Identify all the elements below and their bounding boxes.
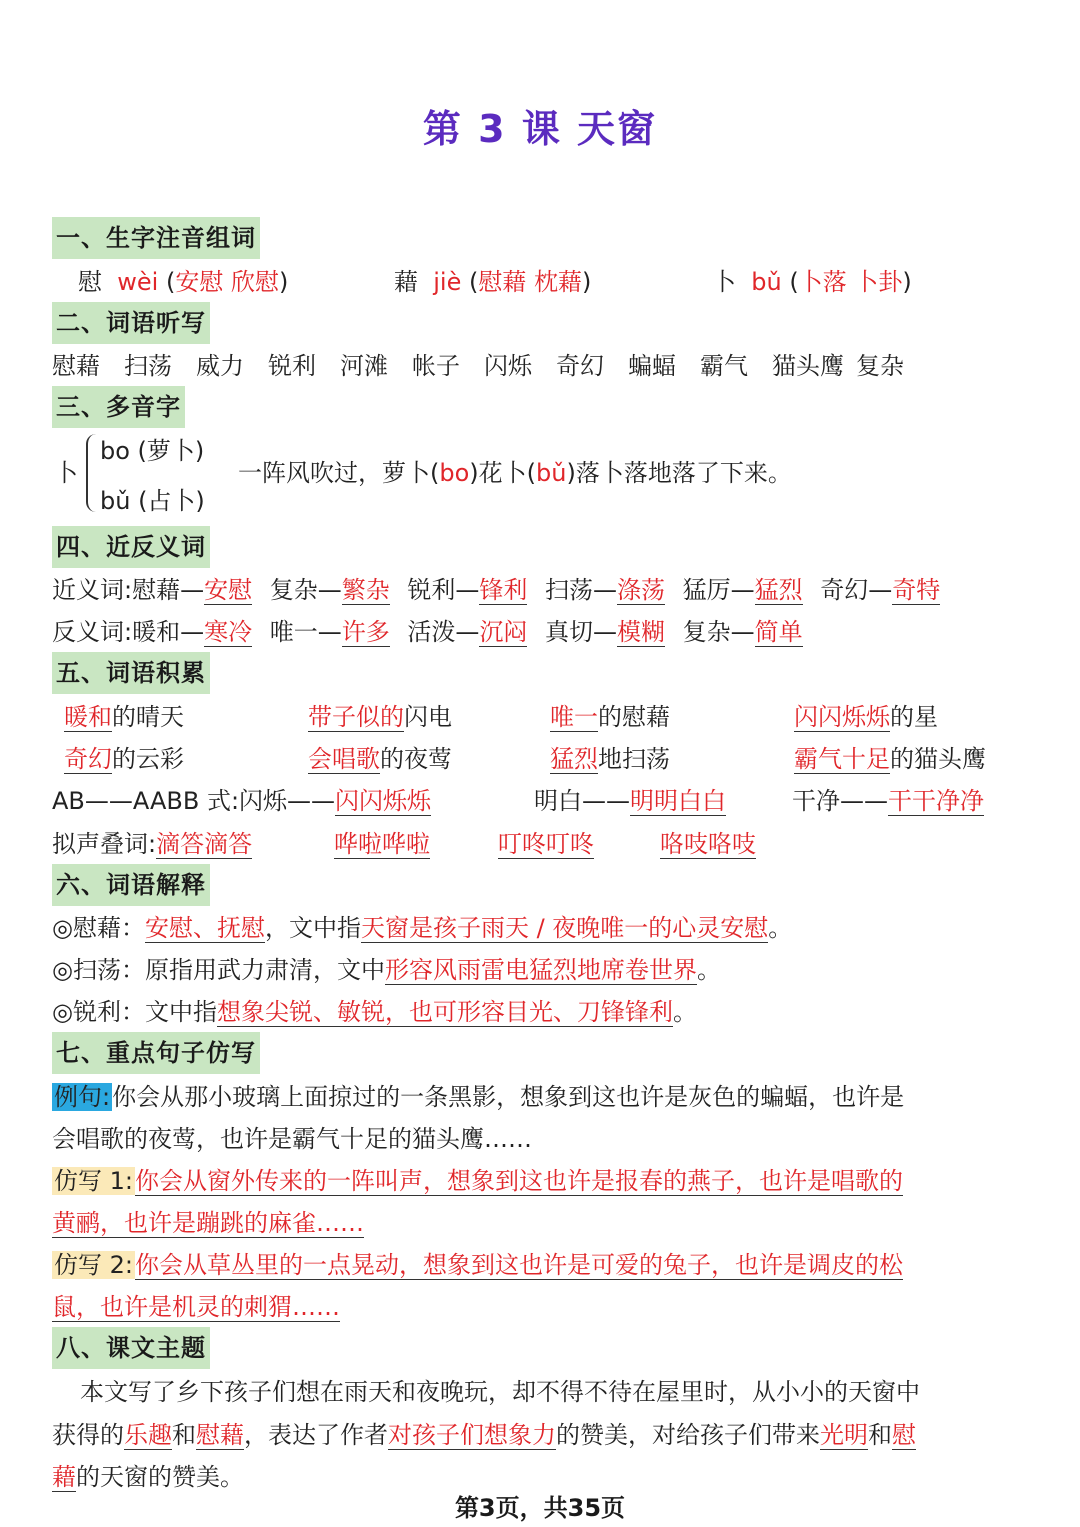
- dictation-word: 蝙蝠: [628, 352, 676, 380]
- dictation-word: 闪烁: [484, 352, 532, 380]
- section-3-header: 三、多音字: [52, 386, 185, 428]
- imitation-2-line-1: 仿写 2:你会从草丛里的一点晃动，想象到这也许是可爱的兔子，也许是调皮的松: [54, 1251, 903, 1279]
- section-2-header: 二、词语听写: [52, 302, 210, 344]
- synonym-answer: 繁杂: [341, 576, 390, 604]
- char: 卜: [712, 268, 736, 296]
- section-1-header: 一、生字注音组词: [52, 217, 260, 259]
- phrase: 会唱歌的夜莺: [308, 745, 452, 773]
- char-entry-2: 藉 jiè (慰藉 枕藉): [394, 268, 592, 296]
- polyphone-reading-1: bo (萝卜): [100, 437, 205, 465]
- synonym-answer: 涤荡: [617, 576, 666, 604]
- definition-1: ◎慰藉：安慰、抚慰，文中指天窗是孩子雨天 / 夜晚唯一的心灵安慰。: [52, 914, 793, 942]
- dictation-word: 扫荡: [124, 352, 172, 380]
- dictation-row: [52, 349, 904, 383]
- word: 卜卦: [854, 268, 903, 296]
- onomatopoeia-word: 叮咚叮咚: [498, 830, 594, 858]
- definition-3: ◎锐利：文中指想象尖锐、敏锐，也可形容目光、刀锋锋利。: [52, 998, 697, 1026]
- imitation-1-line-2: 黄鹂，也许是蹦跳的麻雀……: [52, 1209, 364, 1237]
- phrase: 闪闪烁烁的星: [794, 703, 938, 731]
- onomatopoeia-word: 咯吱咯吱: [660, 830, 756, 858]
- phrase: 暖和的晴天: [64, 703, 184, 731]
- antonym-answer: 寒冷: [204, 618, 253, 646]
- word: 枕藉: [534, 268, 583, 296]
- word: 卜落: [798, 268, 847, 296]
- antonym-answer: 许多: [341, 618, 390, 646]
- dictation-word: 复杂: [856, 352, 904, 380]
- dictation-word: 威力: [196, 352, 244, 380]
- pinyin: wèi: [117, 268, 159, 296]
- word: 安慰: [175, 268, 224, 296]
- section-4-header: 四、近反义词: [52, 526, 210, 568]
- dictation-word: 霸气: [700, 352, 748, 380]
- synonym-row: 近义词:慰藉—安慰 复杂—繁杂 锐利—锋利 扫荡—涤荡 猛厉—猛烈 奇幻—奇特: [52, 576, 941, 604]
- antonym-answer: 简单: [754, 618, 803, 646]
- example-line-2: 会唱歌的夜莺，也许是霸气十足的猫头鹰……: [52, 1125, 532, 1153]
- char-entry-1: 慰 wèi (安慰 欣慰): [78, 268, 289, 296]
- antonym-row: 反义词:暖和—寒冷 唯一—许多 活泼—沉闷 真切—模糊 复杂—简单: [52, 618, 803, 646]
- dictation-word: 河滩: [340, 352, 388, 380]
- phrase: 带子似的闪电: [308, 703, 452, 731]
- section-7-header: 七、重点句子仿写: [52, 1032, 260, 1074]
- dictation-word: 锐利: [268, 352, 316, 380]
- char-entry-3: 卜 bǔ (卜落 卜卦): [712, 268, 912, 296]
- char: 慰: [78, 268, 102, 296]
- lesson-title: 第 3 课 天窗: [422, 107, 658, 151]
- polyphone-sentence: 一阵风吹过，萝卜(bo)花卜(bǔ)落卜落地落了下来。: [238, 459, 792, 487]
- word: 欣慰: [230, 268, 279, 296]
- phrase: 奇幻的云彩: [64, 745, 184, 773]
- synonym-answer: 安慰: [204, 576, 253, 604]
- example-line-1: 例句:你会从那小玻璃上面掠过的一条黑影，想象到这也许是灰色的蝙蝠，也许是: [54, 1083, 905, 1111]
- theme-line-3: 藉的天窗的赞美。: [52, 1463, 244, 1491]
- onomatopoeia-word: 哗啦哗啦: [334, 830, 430, 858]
- phrase: 唯一的慰藉: [550, 703, 670, 731]
- dictation-word: 帐子: [412, 352, 460, 380]
- onomatopoeia-row: 拟声叠词:滴答滴答: [52, 830, 253, 858]
- imitation-label: 仿写 1:: [54, 1167, 133, 1195]
- aabb-row: AB——AABB 式:闪烁——闪闪烁烁: [52, 787, 432, 815]
- phrase: 霸气十足的猫头鹰: [794, 745, 986, 773]
- definition-2: ◎扫荡：原指用武力肃清，文中形容风雨雷电猛烈地席卷世界。: [52, 956, 721, 984]
- imitation-1-line-1: 仿写 1:你会从窗外传来的一阵叫声，想象到这也许是报春的燕子，也许是唱歌的: [54, 1167, 903, 1195]
- page-number: 第3页，共35页: [454, 1494, 626, 1522]
- dictation-word: 慰藉: [52, 352, 100, 380]
- imitation-2-line-2: 鼠，也许是机灵的刺猬……: [52, 1293, 340, 1321]
- aabb-item: 干净——干干净净: [792, 787, 984, 815]
- polyphone-reading-2: bǔ (占卜): [100, 487, 205, 515]
- synonym-answer: 猛烈: [754, 576, 803, 604]
- section-6-header: 六、词语解释: [52, 864, 210, 906]
- aabb-item: 明白——明明白白: [534, 787, 726, 815]
- antonym-answer: 模糊: [617, 618, 666, 646]
- polyphone-char: 卜: [54, 459, 78, 487]
- imitation-label: 仿写 2:: [54, 1251, 133, 1279]
- synonym-answer: 锋利: [479, 576, 528, 604]
- brace: [86, 434, 98, 512]
- antonym-answer: 沉闷: [479, 618, 528, 646]
- section-5-header: 五、词语积累: [52, 652, 210, 694]
- phrase: 猛烈地扫荡: [550, 745, 670, 773]
- pinyin: bǔ: [751, 268, 782, 296]
- theme-line-2: 获得的乐趣和慰藉，表达了作者对孩子们想象力的赞美，对给孩子们带来光明和慰: [52, 1421, 916, 1449]
- example-label: 例句:: [54, 1083, 111, 1111]
- pinyin: jiè: [433, 268, 462, 296]
- word: 慰藉: [478, 268, 527, 296]
- char: 藉: [394, 268, 418, 296]
- synonym-answer: 奇特: [892, 576, 941, 604]
- theme-line-1: 本文写了乡下孩子们想在雨天和夜晚玩，却不得不待在屋里时，从小小的天窗中: [80, 1378, 920, 1406]
- dictation-word: 奇幻: [556, 352, 604, 380]
- section-8-header: 八、课文主题: [52, 1327, 210, 1369]
- dictation-word: 猫头鹰: [772, 352, 844, 380]
